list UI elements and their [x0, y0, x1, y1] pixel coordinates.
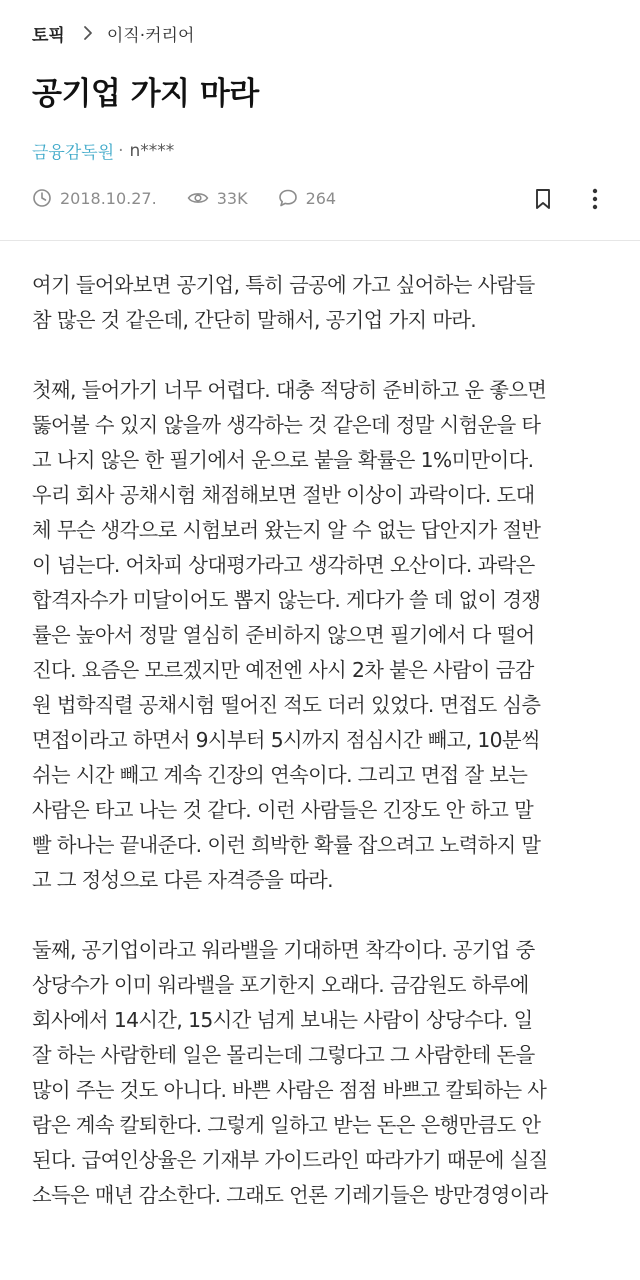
body-line: 합격자수가 미달이어도 뽑지 않는다. 게다가 쓸 데 없이 경쟁	[32, 588, 541, 612]
body-paragraph	[32, 373, 622, 898]
body-line: 잘 하는 사람한테 일은 몰리는데 그렇다고 그 사람한테 돈을	[32, 1043, 535, 1067]
body-line: 체 무슨 생각으로 시험보러 왔는지 알 수 없는 답안지가 절반	[32, 518, 541, 542]
body-line: 진다. 요즘은 모르겠지만 예전엔 사시 2차 붙은 사람이 금감	[32, 658, 534, 682]
body-line: 첫째, 들어가기 너무 어렵다. 대충 적당히 준비하고 운 좋으면	[32, 378, 547, 402]
body-line: 많이 주는 것도 아니다. 바쁜 사람은 점점 바쁘고 칼퇴하는 사	[32, 1078, 547, 1102]
post-comments[interactable]	[278, 188, 337, 208]
body-paragraph	[32, 933, 622, 1213]
body-line: 회사에서 14시간, 15시간 넘게 보내는 사람이 상당수다. 일	[32, 1008, 533, 1032]
clock-icon	[32, 188, 52, 208]
body-line: 소득은 매년 감소한다. 그래도 언론 기레기들은 방만경영이라	[32, 1183, 548, 1207]
breadcrumb-category-link[interactable]: 이직·커리어	[106, 25, 195, 46]
post-views	[187, 189, 248, 208]
more-vertical-icon	[592, 188, 598, 210]
body-line: 률은 높아서 정말 열심히 준비하지 않으면 필기에서 다 떨어	[32, 623, 535, 647]
body-line: 면접이라고 하면서 9시부터 5시까지 점심시간 빼고, 10분씩	[32, 728, 540, 752]
body-line: 고 나지 않은 한 필기에서 운으로 붙을 확률은 1%미만이다.	[32, 448, 534, 472]
post-meta	[32, 184, 366, 212]
body-line: 빨 하나는 끝내준다. 이런 희박한 확률 잡으려고 노력하지 말	[32, 833, 541, 857]
speech-bubble-icon	[278, 188, 298, 208]
post-title: 공기업 가지 마라	[32, 76, 259, 112]
body-line: 된다. 급여인상율은 기재부 가이드라인 따라가기 때문에 실질	[32, 1148, 548, 1172]
body-line: 상당수가 이미 워라밸을 포기한지 오래다. 금감원도 하루에	[32, 973, 529, 997]
body-line: 뚫어볼 수 있지 않을까 생각하는 것 같은데 정말 시험운을 타	[32, 413, 541, 437]
breadcrumb	[32, 18, 194, 48]
date-text: 2018.10.27.	[60, 188, 157, 208]
author-line	[32, 138, 174, 163]
post-date	[32, 188, 157, 208]
body-line: 우리 회사 공채시험 채점해보면 절반 이상이 과락이다. 도대	[32, 483, 535, 507]
bookmark-button[interactable]	[530, 184, 556, 214]
author-name: n****	[129, 140, 175, 161]
body-line: 고 그 정성으로 다른 자격증을 따라.	[32, 868, 333, 892]
author-separator: ·	[118, 140, 124, 161]
body-line: 여기 들어와보면 공기업, 특히 금공에 가고 싶어하는 사람들	[32, 273, 535, 297]
body-paragraph	[32, 268, 622, 338]
eye-icon	[187, 190, 209, 206]
chevron-right-icon	[83, 25, 93, 41]
company-link[interactable]: 금융감독원	[32, 143, 115, 163]
post-body	[32, 268, 622, 1248]
more-options-button[interactable]	[582, 184, 608, 214]
views-count: 33K	[216, 188, 248, 208]
body-line: 둘째, 공기업이라고 워라밸을 기대하면 착각이다. 공기업 중	[32, 938, 535, 962]
body-line: 참 많은 것 같은데, 간단히 말해서, 공기업 가지 마라.	[32, 308, 477, 332]
body-line: 원 법학직렬 공채시험 떨어진 적도 더러 있었다. 면접도 심층	[32, 693, 541, 717]
body-line: 사람은 타고 나는 것 같다. 이런 사람들은 긴장도 안 하고 말	[32, 798, 534, 822]
bookmark-icon	[535, 188, 551, 210]
body-line: 람은 계속 칼퇴한다. 그렇게 일하고 받는 돈은 은행만큼도 안	[32, 1113, 541, 1137]
breadcrumb-topic-link[interactable]: 토픽	[32, 25, 65, 46]
body-line: 이 넘는다. 어차피 상대평가라고 생각하면 오산이다. 과락은	[32, 553, 535, 577]
body-line: 쉬는 시간 빼고 계속 긴장의 연속이다. 그리고 면접 잘 보는	[32, 763, 528, 787]
comments-count: 264	[305, 188, 337, 208]
post-header	[0, 0, 640, 241]
